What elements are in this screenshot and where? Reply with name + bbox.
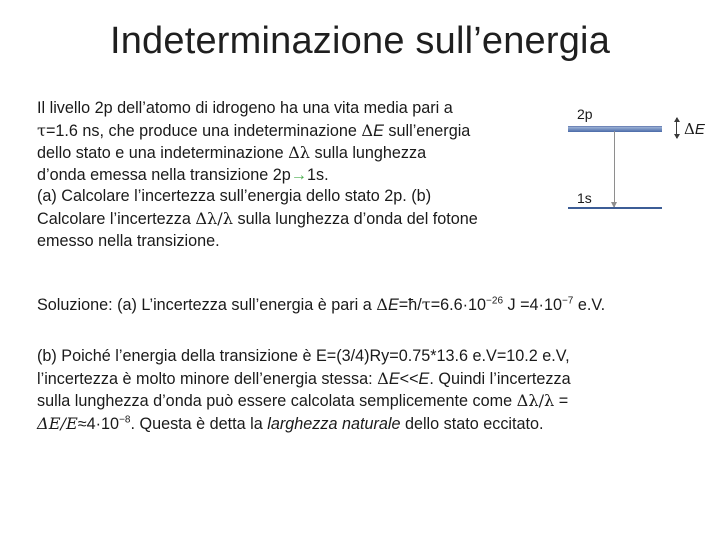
slide-title: Indeterminazione sull’energia	[109, 20, 611, 62]
problem-line-2	[37, 120, 557, 143]
delta-symbol: Δ	[684, 120, 695, 138]
problem-text-segment: 1s.	[306, 165, 329, 184]
solution-text-segment: . Questa è detta la	[130, 414, 268, 433]
level-2p-line	[568, 126, 662, 132]
problem-text-segment: sulla lunghezza d’onda del fotone	[233, 209, 478, 228]
relative-lambda-symbol: Δλ/λ	[516, 391, 555, 410]
solution-text-segment: Soluzione: (a) L’incertezza sull’energia è pari a	[37, 296, 377, 314]
delta-e-label	[684, 120, 705, 138]
level-1s-label: 1s	[577, 190, 592, 206]
delta-symbol: Δ	[361, 120, 374, 140]
problem-text	[37, 98, 557, 252]
solution-text-segment: e.V.	[573, 296, 606, 314]
tau-symbol: τ	[421, 295, 431, 314]
exponent: −8	[119, 414, 131, 426]
delta-symbol: Δ	[376, 295, 388, 314]
solution-part-b	[37, 346, 697, 435]
level-2p-label: 2p	[577, 106, 593, 122]
energy-symbol: E	[388, 369, 400, 388]
solution-text-segment: =ħ/	[398, 296, 422, 314]
solution-text-segment: . Quindi l’incertezza	[429, 369, 571, 388]
solution-text-segment: <<	[399, 369, 419, 388]
relative-energy-symbol: ΔE/E	[37, 413, 78, 433]
width-arrow-down-icon	[674, 134, 680, 139]
problem-line-6	[37, 208, 557, 231]
energy-symbol: E	[694, 121, 705, 138]
solution-text-segment: dello stato eccitato.	[400, 414, 544, 433]
level-1s-line	[568, 207, 662, 209]
natural-width-term: larghezza naturale	[267, 414, 401, 433]
energy-symbol: E	[418, 369, 430, 388]
problem-line-3	[37, 142, 557, 165]
problem-text-segment: d’onda emessa nella transizione 2p	[37, 165, 291, 184]
solution-text-segment: ≈4·10	[77, 414, 120, 433]
solution-text-segment: l’incertezza è molto minore dell’energia stessa:	[37, 369, 378, 388]
solution-text-segment: J =4·10	[503, 296, 562, 314]
problem-text-segment: =1.6 ns, che produce una indeterminazione	[45, 121, 362, 140]
solution-text-segment: =6.6·10	[430, 296, 487, 314]
energy-symbol: E	[373, 121, 384, 140]
problem-text-segment: Calcolare l’incertezza	[37, 209, 196, 228]
exponent: −7	[561, 295, 574, 307]
solution-part-a	[37, 294, 697, 316]
solution-text-segment: sulla lunghezza d’onda può essere calcolata semplicemente come	[37, 392, 517, 410]
problem-line-4	[37, 165, 557, 187]
delta-lambda-symbol: Δλ	[288, 143, 311, 163]
solution-b-line-2	[37, 368, 697, 391]
solution-text-segment: =	[554, 392, 569, 410]
tau-symbol: τ	[37, 120, 46, 140]
energy-symbol: E	[387, 296, 399, 314]
solution-b-line-1: (b) Poiché l’energia della transizione è E=(3/4)Ry=0.75*13.6 e.V=10.2 e.V,	[37, 347, 570, 365]
solution-b-line-4	[37, 413, 697, 436]
problem-line-5: (a) Calcolare l’incertezza sull’energia dello stato 2p. (b)	[37, 187, 432, 206]
exponent: −26	[486, 295, 504, 307]
solution-b-line-3	[37, 390, 697, 413]
problem-line-1: Il livello 2p dell’atomo di idrogeno ha una vita media pari a	[37, 99, 453, 117]
problem-line-7: emesso nella transizione.	[37, 231, 220, 250]
relative-lambda-symbol: Δλ/λ	[195, 208, 234, 228]
right-arrow-icon: →	[290, 165, 307, 184]
delta-symbol: Δ	[377, 368, 389, 388]
problem-text-segment: sull’energia	[383, 121, 471, 140]
problem-text-segment: dello stato e una indeterminazione	[37, 144, 289, 163]
problem-text-segment: sulla lunghezza	[310, 144, 427, 163]
transition-line	[614, 131, 615, 207]
